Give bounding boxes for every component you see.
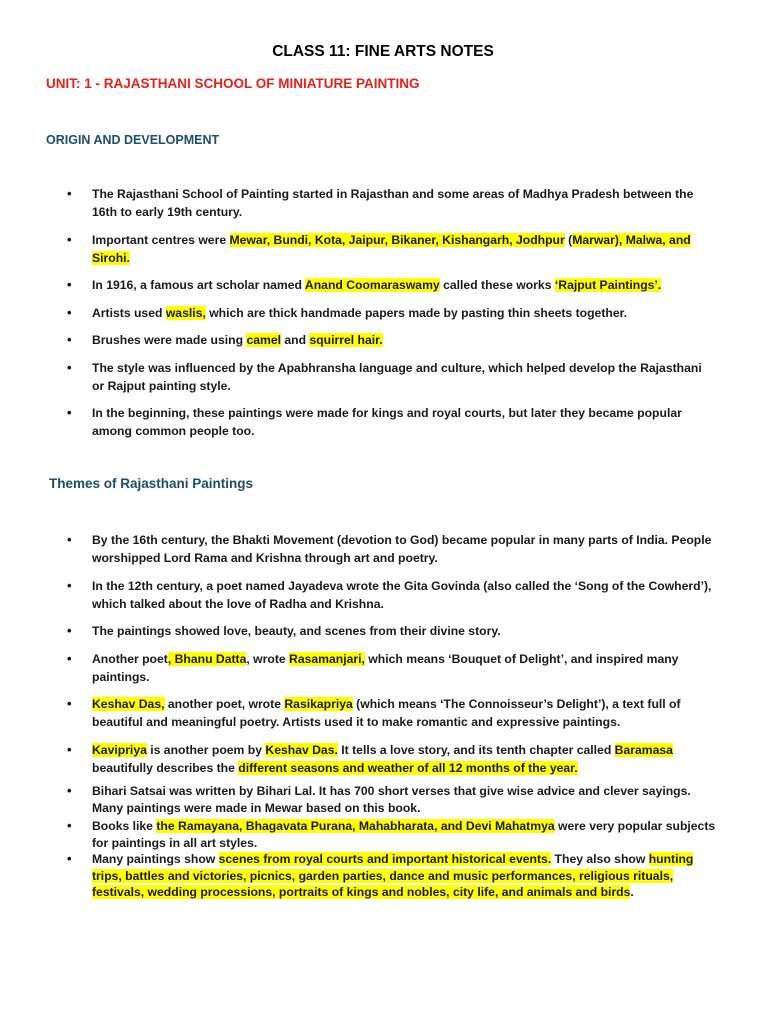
- list-item: [0, 741, 717, 777]
- bullet-text: (which means ‘The Connoisseur’s Delight’), a text full of beautiful and meaningful poetry. Artists used it to make romantic and expressive paintings.: [92, 697, 681, 729]
- bullet-text: It tells a love story, and its tenth chapter called: [337, 742, 615, 757]
- origin-list: [0, 185, 768, 450]
- list-item: [0, 818, 717, 851]
- list-item: [0, 404, 717, 440]
- highlighted-text: squirrel hair.: [309, 333, 383, 347]
- bullet-text: which are thick handmade papers made by pasting thin sheets together.: [205, 305, 628, 320]
- list-item: [0, 851, 717, 901]
- list-item: [0, 650, 717, 686]
- highlighted-text: camel: [246, 333, 281, 347]
- themes-heading: Themes of Rajasthani Paintings: [49, 476, 254, 491]
- list-item: [0, 531, 717, 567]
- highlighted-text: Keshav Das.: [265, 742, 338, 757]
- list-item: [0, 185, 717, 221]
- list-item: [0, 331, 717, 349]
- bullet-text: is another poem by: [146, 742, 266, 757]
- highlighted-text: different seasons and weather of all 12 months of the year.: [238, 760, 578, 775]
- bullet-text: which means ‘Bouquet of Delight’, and inspired many paintings.: [92, 651, 679, 684]
- bullet-text: and: [281, 333, 310, 347]
- highlighted-text: Rasamanjari,: [289, 651, 365, 666]
- bullet-text: In 1916, a famous art scholar named: [92, 278, 305, 292]
- highlighted-text: , Bhanu Datta: [167, 651, 247, 666]
- bullet-text: In the beginning, these paintings were made for kings and royal courts, but later they became popular among common people too.: [92, 406, 682, 438]
- page-title: CLASS 11: FINE ARTS NOTES: [272, 43, 494, 60]
- list-item: [0, 783, 717, 816]
- bullet-text: Bihari Satsai was written by Bihari Lal. It has 700 short verses that give wise advice and clever sayings. Many paintings were made in Mewar based on this book.: [92, 784, 691, 815]
- bullet-text: Artists used: [92, 305, 166, 320]
- highlighted-text: waslis,: [165, 305, 206, 320]
- themes-list: [0, 531, 768, 786]
- list-item: [0, 276, 717, 294]
- list-item: [0, 304, 717, 322]
- bullet-text: They also show: [551, 852, 649, 866]
- bullet-text: By the 16th century, the Bhakti Movement (devotion to God) became popular in many parts of India. People worshipped Lord Rama and Krishna through art and poetry.: [92, 533, 712, 565]
- themes-list-continued: [0, 783, 768, 901]
- list-item: [0, 359, 717, 395]
- list-item: [0, 231, 717, 267]
- bullet-text: called these works: [439, 278, 555, 292]
- highlighted-text: Baramasa: [614, 742, 673, 757]
- bullet-text: Books like: [92, 819, 157, 833]
- highlighted-text: the Ramayana, Bhagavata Purana, Mahabharata, and Devi Mahatmya: [156, 819, 555, 833]
- bullet-text: The paintings showed love, beauty, and scenes from their divine story.: [92, 624, 501, 638]
- bullet-text: The style was influenced by the Apabhransha language and culture, which helped develop the Rajasthani or Rajput painting style.: [92, 360, 702, 393]
- highlighted-text: Keshav Das,: [92, 697, 165, 711]
- highlighted-text: Kavipriya: [92, 742, 147, 757]
- highlighted-text: hunting trips, battles and victories, picnics, garden parties, dance and music performances, religious rituals, festivals, wedding processions, portraits of kings and nobles, city life, and animals and birds: [92, 852, 694, 899]
- bullet-text: In the 12th century, a poet named Jayadeva wrote the Gita Govinda (also called the ‘Song of the Cowherd’), which talked about the love of Radha and Krishna.: [92, 578, 712, 611]
- highlighted-text: Rasikapriya: [284, 697, 353, 711]
- bullet-text: (: [564, 232, 573, 247]
- bullet-text: Many paintings show: [92, 852, 219, 866]
- bullet-text: were very popular subjects for paintings in all art styles.: [92, 819, 716, 850]
- bullet-text: Another poet: [92, 651, 168, 666]
- bullet-text: beautifully describes the: [92, 760, 239, 775]
- list-item: [0, 695, 717, 731]
- bullet-text: Important centres were: [92, 232, 230, 247]
- bullet-text: The Rajasthani School of Painting started in Rajasthan and some areas of Madhya Pradesh between the 16th to early 19th century.: [92, 187, 694, 219]
- origin-heading: ORIGIN AND DEVELOPMENT: [46, 133, 220, 147]
- list-item: [0, 577, 717, 613]
- unit-heading: UNIT: 1 - RAJASTHANI SCHOOL OF MINIATURE PAINTING: [46, 76, 420, 91]
- bullet-text: Brushes were made using: [92, 333, 247, 347]
- highlighted-text: ‘Rajput Paintings’.: [554, 278, 662, 292]
- highlighted-text: scenes from royal courts and important historical events.: [218, 852, 552, 866]
- bullet-text: , wrote: [246, 651, 290, 666]
- list-item: [0, 622, 717, 640]
- bullet-text: another poet, wrote: [164, 697, 285, 711]
- highlighted-text: Anand Coomaraswamy: [304, 278, 440, 292]
- bullet-text: .: [630, 885, 634, 899]
- highlighted-text: Marwar), Malwa, and Sirohi.: [92, 232, 691, 265]
- highlighted-text: Mewar, Bundi, Kota, Jaipur, Bikaner, Kishangarh, Jodhpur: [229, 232, 565, 247]
